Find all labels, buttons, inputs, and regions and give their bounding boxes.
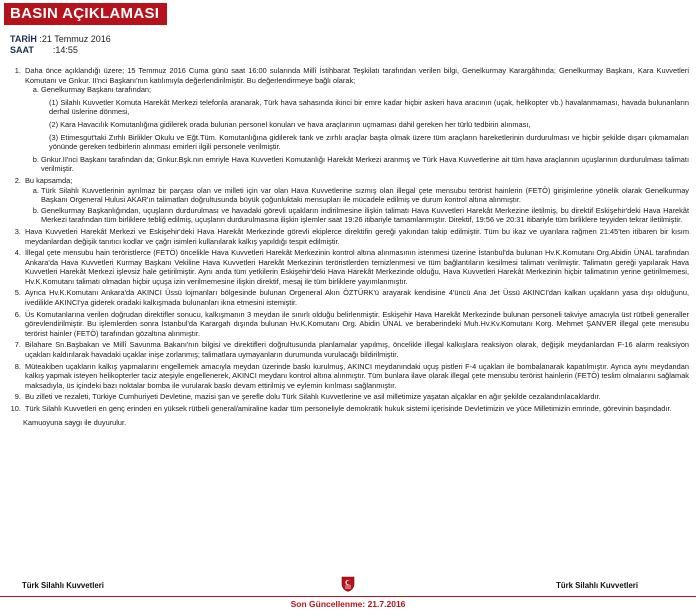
- statement-text: Müteakiben uçakların kalkış yapmalarını engellemek amacıyla meydan üzerinde baskı kurulmuş, AKINCI meydanındaki uçuş pistleri F-4 uçakları ile bombalanarak kapatılmıştır. Ayrıca aynı meydandan kalkış yapmak isteyen helikopterler taciz ateşiyle engellenerek, AKINCI meydanı kontrol altına alınmıştır. Tüm bunlara ilave olarak illegal çete mensubu terörist hainlerin (FETÖ) teslim olmalarını sağlamak maksadıyla, üs içindeki bazı noktalar bomba ile vurularak baskı devam ettirilmiş ve eylemin kırılması sağlanmıştır.: [25, 361, 689, 390]
- footer-divider: [0, 596, 696, 597]
- closing-line: Kamuoyuna saygı ile duyurulur.: [23, 417, 127, 427]
- subitem-paragraph: (3) Etimesgut'taki Zırhlı Birlikler Okulu ve Eğt.Tüm. Komutanlığına gidilerek tank ve zırhlı araçlar başta olmak üzere tüm araçların hareketlerinin durdurulması ve hiçbir şekilde dışarı çıkmamaları yönünde gereken tedbirlerin alınması emirleri ilgili personele verilmiştir.: [49, 132, 689, 152]
- statement-item: [23, 404, 689, 414]
- statement-text: Bilahare Sn.Başbakan ve Millî Savunma Bakanı'nın bilgisi ve direktifleri doğrultusunda planlamalar yapılmış, öncelikle illegal kalkışlara reaksiyon olarak, değişik meydanlardan F-16 alarm reaksiyon uçakları kaldırılarak havadaki uçaklar inişe zorlanmış; talimatlara uymayanların durumunda vurulacağı bildirilmiştir.: [25, 340, 689, 360]
- statement-subitem: [41, 206, 689, 225]
- time-label: SAAT: [10, 45, 34, 55]
- subitem-paragraph: (2) Kara Havacılık Komutanlığına gidilerek orada bulunan personel konuları ve hava araçlarının uçmaması dahil gereken her türlü tedbirin alınması,: [49, 119, 531, 129]
- statement-item: [23, 288, 689, 307]
- statement-text: İllegal çete mensubu hain teröristlerce (FETÖ) öncelikle Hava Kuvvetleri Harekât Merkezinin kontrol altına alınmasının istenmesi üzerine İstanbul'da bulunan Hv.K.Komutanı Org.Abidin ÜNAL tarafından Ankara'da Hava Kuvvetleri Kurmay Başkanı Vekiline Hava Kuvvetleri Harekât Merkezinin teröristlerden temizlenmesi ve tüm bağlantıların kesilmesi talimatı verilmiştir. Talimatın gereği yapılarak Hava Kuvvetleri Harekât Merkezi işlevsiz hale getirilmiştir. Aynı anda tüm yetkilerin Eskişehir'deki Hava Harekât Merkezinde olduğu, Hava Kuvvetleri Harekât Merkezinin hiçbir talimatının yerine getirilmemesi, Hv.K.Komutanı talimatı olmadan hiçbir uçuşa izin verilmemesine ilişkin direktif, mesaj ile tüm birliklere yayımlanmıştır.: [25, 248, 689, 286]
- statement-text: Üs Komutanlarına verilen doğrudan direktifler sonucu, kalkışmanın 3 meydan ile sınırlı olduğu belirlenmiştir. Eskişehir Hava Harekât Merkezinde bulunan personeli takviye amacıyla üst rütbeli generaller görevlendirilmiştir. Bu işlemlerden sonra İstanbul'da Karargah dışında bulunan Hv.K.Komutanı Org. Abidin ÜNAL ve beraberindeki Muh.Hv.Kv.Komutanı Korg. Mehmet ŞANVER illegal çete mensubu terörist hainler (FETÖ) tarafından gözaltına alınmıştır.: [25, 309, 689, 338]
- statement-subitem: [41, 155, 689, 174]
- subitem-text: Genelkurmay Başkanı tarafından;: [41, 85, 152, 95]
- statement-list: [7, 66, 689, 414]
- statement-item: [23, 340, 689, 359]
- signature-right: Türk Silahlı Kuvvetleri: [556, 581, 638, 590]
- signature-left: Türk Silahlı Kuvvetleri: [22, 581, 104, 590]
- statement-text: Daha önce açıklandığı üzere; 15 Temmuz 2016 Cuma günü saat 16:00 sularında Millî İstihbarat Teşkilatı tarafından verilen bilgi, Genelkurmay Karargâhında; Genelkurmay Başkanı, Kara Kuvvetleri Komutanı ve Gnkur. II'nci Başkanı'nın katılımıyla değerlendirilmiştir. Bu değerlendirmeye bağlı olarak;: [25, 66, 689, 85]
- date-value: :21 Temmuz 2016: [39, 34, 111, 44]
- statement-subitem: [41, 186, 689, 205]
- press-release-body: [7, 66, 689, 427]
- statement-item: [23, 248, 689, 286]
- subitem-text: Türk Silahlı Kuvvetlerinin ayrılmaz bir parçası olan ve milleti için var olan Hava Kuvvetlerine sızmış olan illegal çete mensubu terörist hainlerin (FETÖ) girişimlerine yönelik olarak Genelkurmay Başkanı Orgeneral Hulusi AKAR'ın talimatları doğrultusunda büyük çoğunluktaki mensupları ile mücadele edilmiş ve durum kontrol altına alınmıştır.: [41, 185, 689, 205]
- statement-text: Bu zilleti ve rezaleti, Türkiye Cumhuriyeti Devletine, mazisi şan ve şerefle dolu Türk Silahlı Kuvvetlerine ve asil milletimize yaşatan alçaklar en ağır şekilde cezalandırılacaklardır.: [25, 392, 601, 402]
- statement-item: [23, 66, 689, 174]
- press-meta: [10, 34, 111, 56]
- subitem-paragraph: (1) Silahlı Kuvvetler Komuta Harekât Merkezi telefonla aranarak, Türk hava sahasında ikinci bir emre kadar hiçbir askeri hava aracının (uçak, helikopter vb.) havalanmaması, havada bulunanların derhal üslerine dönmesi,: [49, 97, 689, 117]
- statement-text: Türk Silahlı Kuvvetleri en genç erinden en yüksek rütbeli general/amiraline kadar tüm personeliyle demokratik hukuk sistemi içerisinde Devletimizin ve yüce Milletimizin emrinde, görevinin başındadır.: [25, 404, 672, 413]
- time-value: :14:55: [52, 45, 78, 55]
- statement-text: Bu kapsamda;: [25, 175, 73, 185]
- subitem-text: Gnkur.II'nci Başkanı tarafından da; Gnkur.Bşk.nın emriyle Hava Kuvvetleri Komutanlığı Harekât Merkezi aranmış ve Türk Hava Kuvvetlerine ait tüm hava araçlarının uçuşlarının durdurulması talimatı verilmiştir.: [41, 154, 689, 174]
- statement-item: [23, 227, 689, 246]
- statement-text: Ayrıca Hv.K.Komutanı Ankara'da AKINCI Üssü lojmanları bölgesinde bulunan Orgeneral Akın ÖZTÜRK'ü arayarak kendisine 4'üncü Ana Jet Üssü AKINCI'dan kalkan uçakların yasa dışı olduğunu, ivedilikle AKINCI'ya giderek oradaki kalkışmada bulunanları ikna etmesini istemiştir.: [25, 288, 689, 308]
- statement-item: [23, 310, 689, 339]
- last-updated: Son Güncellenme: 21.7.2016: [290, 599, 406, 609]
- tsk-emblem-icon: [340, 576, 356, 592]
- date-label: TARİH: [10, 34, 37, 44]
- statement-item: [23, 392, 689, 402]
- statement-text: Hava Kuvvetleri Harekât Merkezi ve Eskişehir'deki Hava Harekât Merkezinde görevli ekiplerce direktifin gereği yakından takip edilmiştir. Tüm bu ikaz ve uyarılara rağmen 21:45'ten itibaren bir kısım meydanlardan değişik tanıtıcı kodlar ve çağrı isimleri kullanılarak kalkış yapıldığı tespit edilmiştir.: [25, 226, 689, 246]
- statement-item: [23, 362, 689, 391]
- statement-subitem: [41, 85, 689, 152]
- subitem-text: Genelkurmay Başkanlığından, uçuşların durdurulması ve havadaki görevli uçakların indirilmesine ilişkin talimatı Hava Kuvvetleri Harekât Merkezine iletilmiş, bu direktif Eskişehir'deki Hava Harekât Merkezi tarafından tüm birliklere tebliğ edilmiş, uçuşların durdurulmasına ilişkin işlemler saat 19:26 itibariyle tamamlanmıştır. Direktif, 19:56 ve 20:31 itibariyle tüm birliklere teyyiden tekrar iletilmiştir.: [41, 205, 689, 225]
- page-title: BASIN AÇIKLAMASI: [4, 3, 167, 25]
- statement-item: [23, 176, 689, 225]
- statement-sublist: [25, 186, 689, 225]
- statement-sublist: [25, 85, 689, 174]
